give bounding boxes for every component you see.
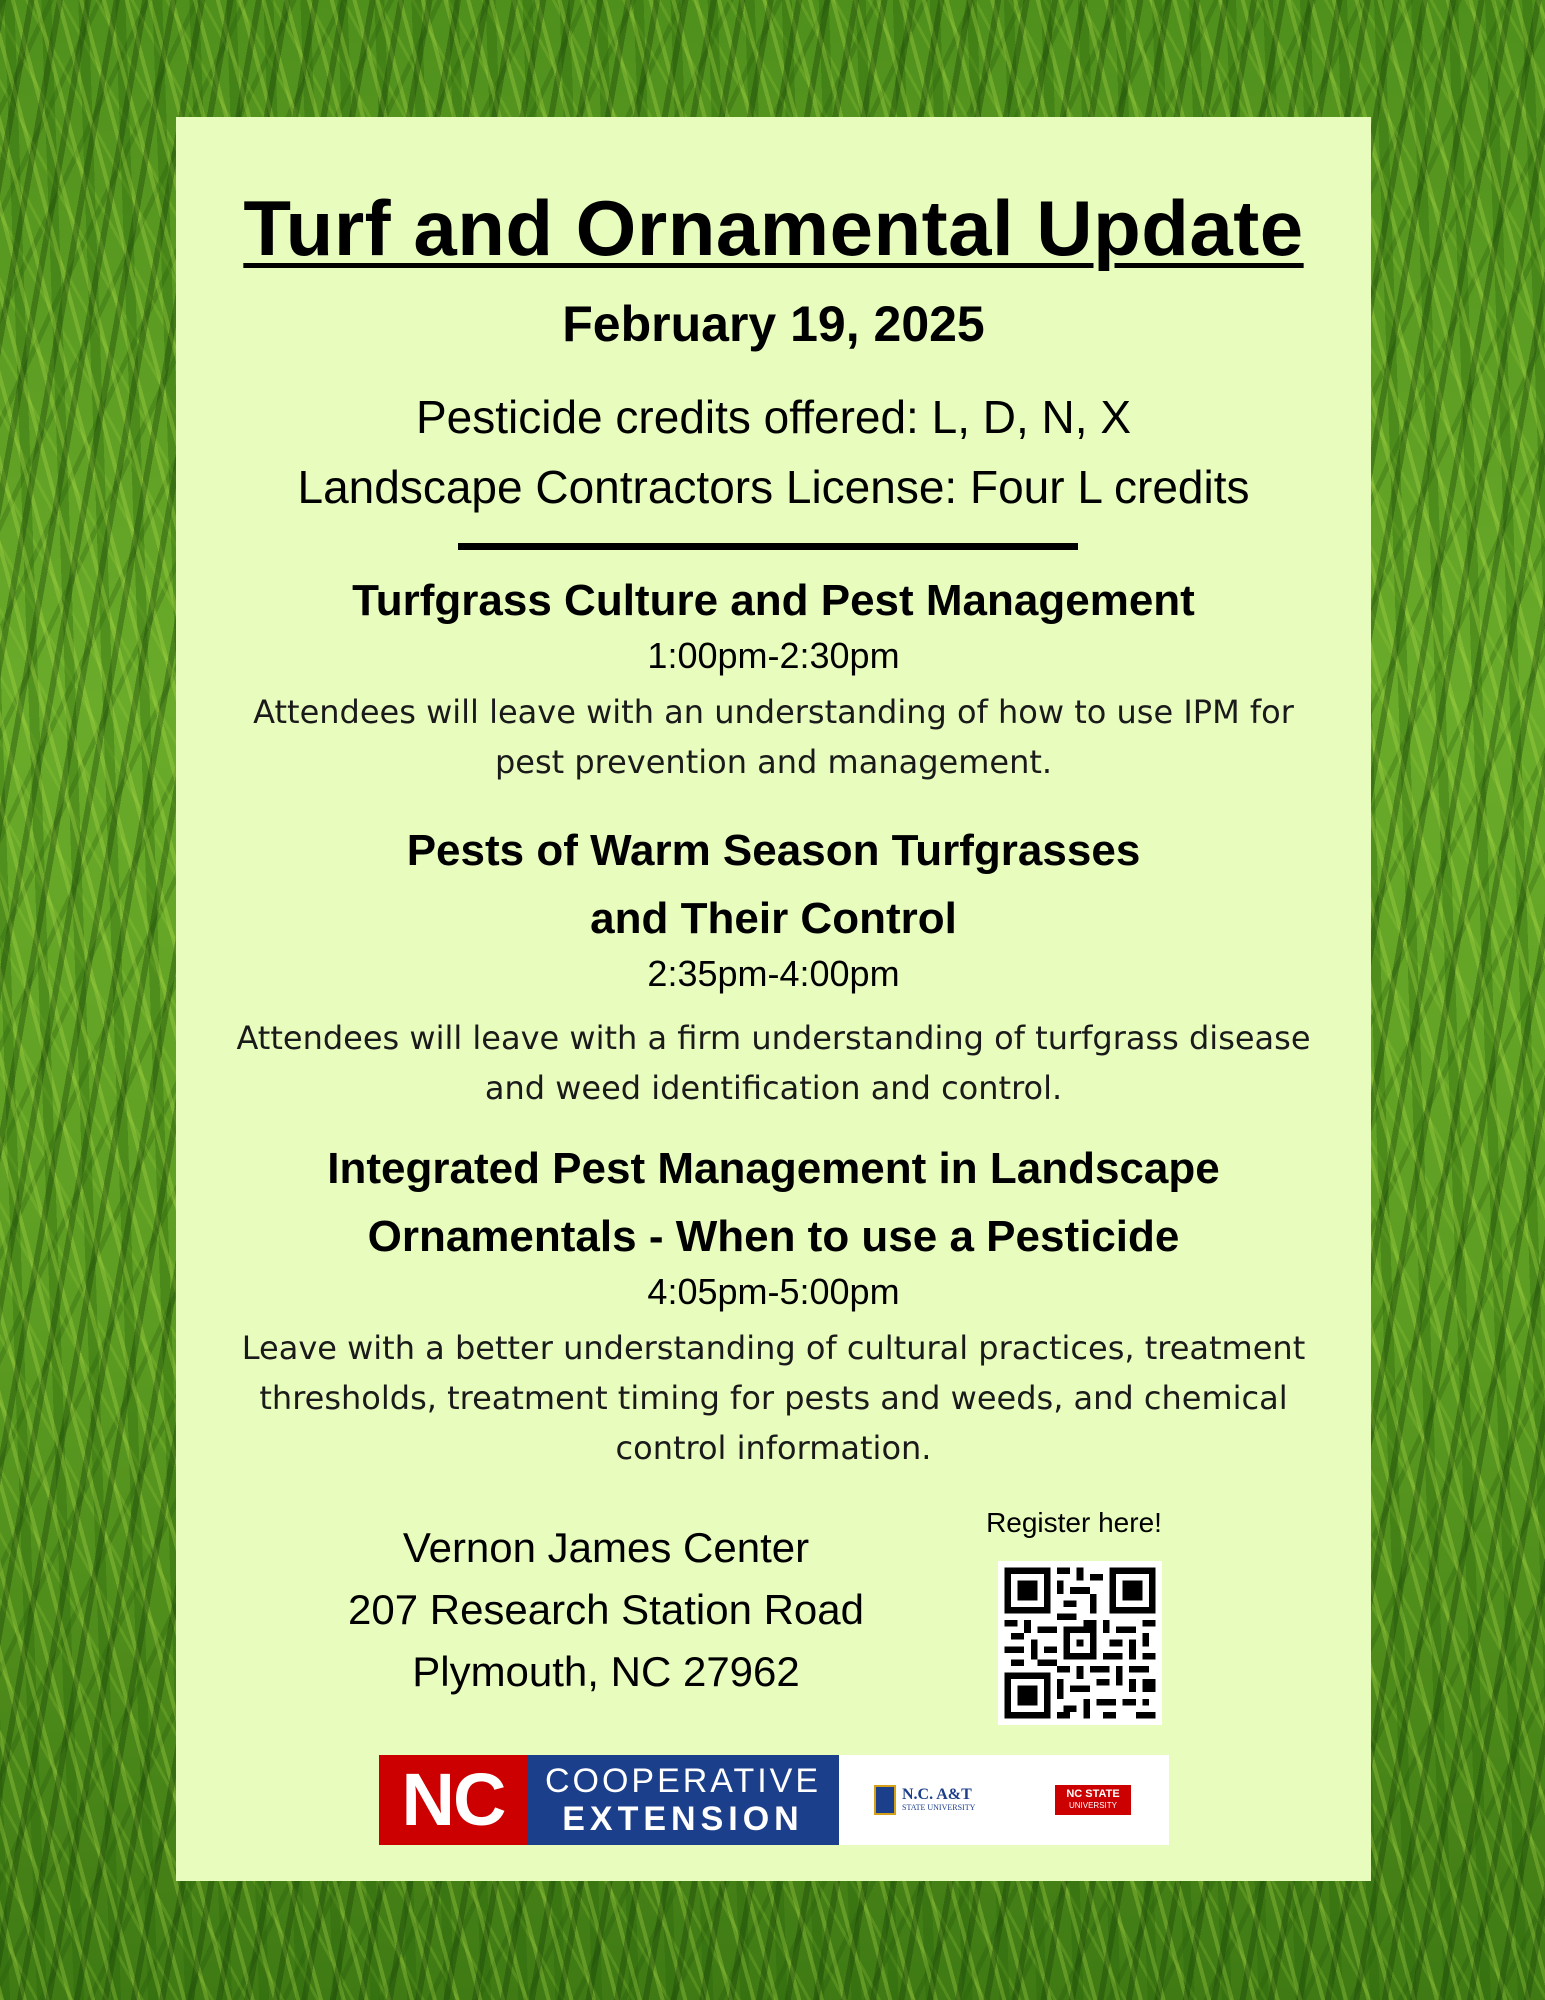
aggie-name: N.C. A&T: [902, 1786, 972, 1803]
venue-street: 207 Research Station Road: [348, 1586, 864, 1633]
coop-line2: EXTENSION: [562, 1800, 804, 1838]
credits-info: [176, 382, 1371, 522]
session-title-cont: and Their Control: [590, 894, 957, 943]
session-title: Turfgrass Culture and Pest Management: [352, 576, 1195, 625]
session-description-line: pest prevention and management.: [494, 743, 1053, 781]
session-title: Pests of Warm Season Turfgrasses: [406, 826, 1141, 875]
aggie-sub: STATE UNIVERSITY: [902, 1803, 976, 1812]
session-description: [176, 687, 1371, 787]
session-description-line: Leave with a better understanding of cultural practices, treatment: [241, 1329, 1306, 1367]
session-2: [176, 817, 1371, 1113]
session-3: [176, 1135, 1371, 1473]
aggie-text: [902, 1787, 975, 1813]
ncsu-logo: [1055, 1785, 1131, 1815]
event-date: February 19, 2025: [562, 296, 985, 352]
qr-code-graphic: [998, 1561, 1162, 1725]
session-description: [176, 1013, 1371, 1113]
session-description-line: and weed identification and control.: [484, 1069, 1063, 1107]
divider: [458, 543, 1078, 550]
session-description: [176, 1323, 1371, 1473]
license-credits: Landscape Contractors License: Four L credits: [297, 461, 1250, 513]
ncsu-name: NC STATE: [1066, 1788, 1120, 1800]
flyer-title-text: Turf and Ornamental Update: [243, 184, 1304, 272]
session-title: Integrated Pest Management in Landscape: [327, 1144, 1220, 1193]
nc-logo: NC: [379, 1755, 527, 1845]
nc-at-logo: [874, 1785, 975, 1815]
flyer-panel: [176, 117, 1371, 1881]
session-time: 2:35pm-4:00pm: [647, 953, 900, 994]
venue-city: Plymouth, NC 27962: [412, 1648, 800, 1695]
qr-code-icon[interactable]: [998, 1561, 1162, 1725]
venue-name: Vernon James Center: [402, 1524, 810, 1571]
aggie-icon: [874, 1785, 896, 1815]
session-description-line: Attendees will leave with an understanding of how to use IPM for: [253, 693, 1294, 731]
pesticide-credits: Pesticide credits offered: L, D, N, X: [415, 391, 1132, 443]
session-title-cont: Ornamentals - When to use a Pesticide: [367, 1212, 1180, 1261]
session-time: 1:00pm-2:30pm: [647, 635, 900, 676]
event-location: [346, 1517, 866, 1703]
session-1: [176, 567, 1371, 787]
register-label: Register here!: [986, 1507, 1162, 1538]
session-description-line: thresholds, treatment timing for pests and weeds, and chemical: [259, 1379, 1288, 1417]
coop-line1: COOPERATIVE: [544, 1762, 822, 1800]
partner-logos: [379, 1755, 1169, 1845]
flyer-title: [176, 183, 1371, 274]
session-description-line: Attendees will leave with a firm understanding of turfgrass disease: [236, 1019, 1311, 1057]
cooperative-extension-logo: [527, 1755, 839, 1845]
session-time: 4:05pm-5:00pm: [647, 1271, 900, 1312]
session-description-line: control information.: [615, 1429, 932, 1467]
ncsu-sub: UNIVERSITY: [1068, 1801, 1117, 1810]
